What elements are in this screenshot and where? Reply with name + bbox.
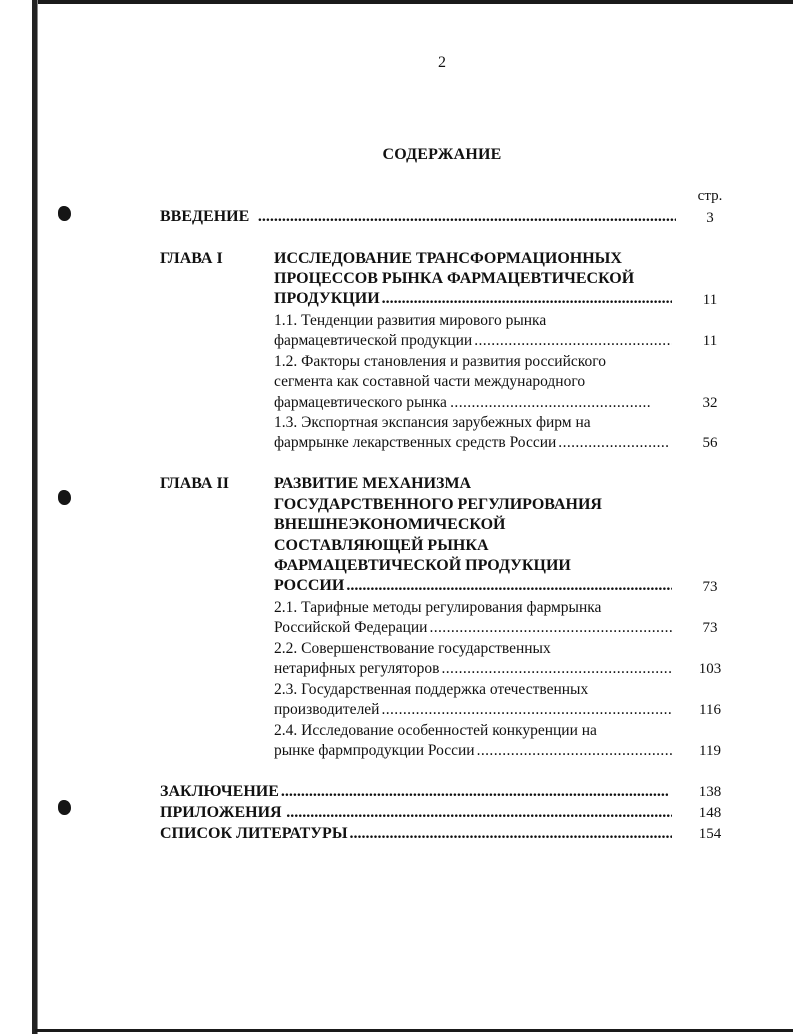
leader-dots	[474, 331, 672, 351]
leader-dots	[477, 741, 672, 761]
section-1-1-page: 11	[702, 333, 718, 349]
chapter2-title-last	[274, 576, 672, 596]
section-2-2-title: нетарифных регуляторов	[274, 660, 440, 677]
section-1-3-line: 1.3. Экспортная экспансия зарубежных фирм на	[274, 414, 591, 431]
section-2-4-page: 119	[699, 743, 721, 759]
section-1-1-last	[274, 331, 672, 351]
section-1-2-last	[274, 393, 650, 413]
chapter1-page: 11	[702, 292, 718, 308]
section-1-3-page: 56	[702, 435, 718, 451]
punch-hole-bottom	[58, 800, 71, 815]
chapter2-label: ГЛАВА II	[160, 475, 229, 492]
chapter1-title-line: ПРОЦЕССОВ РЫНКА ФАРМАЦЕВТИЧЕСКОЙ	[274, 270, 635, 287]
section-2-1-last	[274, 618, 672, 638]
leader-dots	[286, 803, 672, 823]
toc-intro-page: 3	[706, 210, 714, 226]
scan-edge-top	[38, 0, 793, 4]
leader-dots	[346, 576, 672, 596]
section-1-2-title: фармацевтического рынка	[274, 394, 447, 411]
chapter2-page: 73	[702, 579, 718, 595]
leader-dots	[350, 824, 672, 844]
chapter2-title-line: ВНЕШНЕЭКОНОМИЧЕСКОЙ	[274, 516, 506, 533]
section-2-2-page: 103	[698, 661, 722, 677]
chapter2-title-line: СОСТАВЛЯЮЩЕЙ РЫНКА	[274, 537, 489, 554]
section-1-1-line: 1.1. Тенденции развития мирового рынка	[274, 312, 547, 329]
section-2-2-last	[274, 659, 672, 679]
section-2-3-line: 2.3. Государственная поддержка отечественных	[274, 681, 589, 698]
chapter1-title-last-text: ПРОДУКЦИИ	[274, 290, 380, 307]
chapter2-title-last-text: РОССИИ	[274, 577, 345, 594]
leader-dots	[450, 393, 650, 413]
section-2-4-last	[274, 741, 672, 761]
section-1-2-page: 32	[702, 395, 718, 411]
toc-references-page: 154	[698, 826, 722, 842]
toc-conclusion-page: 138	[698, 784, 722, 800]
leader-dots	[382, 289, 672, 309]
toc-references-label: СПИСОК ЛИТЕРАТУРЫ	[160, 825, 348, 842]
chapter2-title-line: РАЗВИТИЕ МЕХАНИЗМА	[274, 475, 472, 492]
toc-title: СОДЕРЖАНИЕ	[382, 146, 502, 163]
leader-dots	[558, 433, 668, 453]
chapter1-title-last	[274, 289, 672, 309]
chapter1-label: ГЛАВА I	[160, 250, 223, 267]
leader-dots	[442, 659, 673, 679]
section-2-2-line: 2.2. Совершенствование государственных	[274, 640, 551, 657]
toc-intro-label: ВВЕДЕНИЕ	[160, 208, 250, 225]
section-2-3-title: производителей	[274, 701, 380, 718]
toc-appendix-label: ПРИЛОЖЕНИЯ	[160, 804, 282, 821]
toc-appendix	[160, 803, 672, 823]
section-2-1-page: 73	[702, 620, 718, 636]
section-2-3-page: 116	[699, 702, 721, 718]
section-1-3-last	[274, 433, 668, 453]
section-2-1-title: Российской Федерации	[274, 619, 428, 636]
chapter2-title-line: ГОСУДАРСТВЕННОГО РЕГУЛИРОВАНИЯ	[274, 496, 602, 513]
toc-conclusion	[160, 782, 668, 802]
section-2-4-line: 2.4. Исследование особенностей конкуренции на	[274, 722, 597, 739]
punch-hole-top	[58, 206, 71, 221]
toc-conclusion-label: ЗАКЛЮЧЕНИЕ	[160, 783, 279, 800]
section-1-3-title: фармрынке лекарственных средств России	[274, 434, 557, 451]
section-1-1-title: фармацевтической продукции	[274, 332, 473, 349]
section-2-1-line: 2.1. Тарифные методы регулирования фармрынка	[274, 599, 602, 616]
toc-references	[160, 824, 672, 844]
section-1-2-line: 1.2. Факторы становления и развития российского	[274, 353, 606, 370]
section-1-2-line: сегмента как составной части международного	[274, 373, 586, 390]
chapter1-title-line: ИССЛЕДОВАНИЕ ТРАНСФОРМАЦИОННЫХ	[274, 250, 622, 267]
page-number: 2	[438, 54, 446, 71]
toc-appendix-page: 148	[698, 805, 722, 821]
page-column-label: стр.	[697, 188, 723, 204]
scan-edge-bottom	[35, 1029, 793, 1032]
punch-hole-middle	[58, 490, 71, 505]
leader-dots	[281, 782, 668, 802]
section-2-3-last	[274, 700, 672, 720]
chapter2-title-line: ФАРМАЦЕВТИЧЕСКОЙ ПРОДУКЦИИ	[274, 557, 571, 574]
section-2-4-title: рынке фармпродукции России	[274, 742, 475, 759]
leader-dots	[381, 700, 672, 720]
toc-intro	[160, 207, 676, 227]
leader-dots	[258, 207, 676, 227]
leader-dots	[429, 618, 672, 638]
